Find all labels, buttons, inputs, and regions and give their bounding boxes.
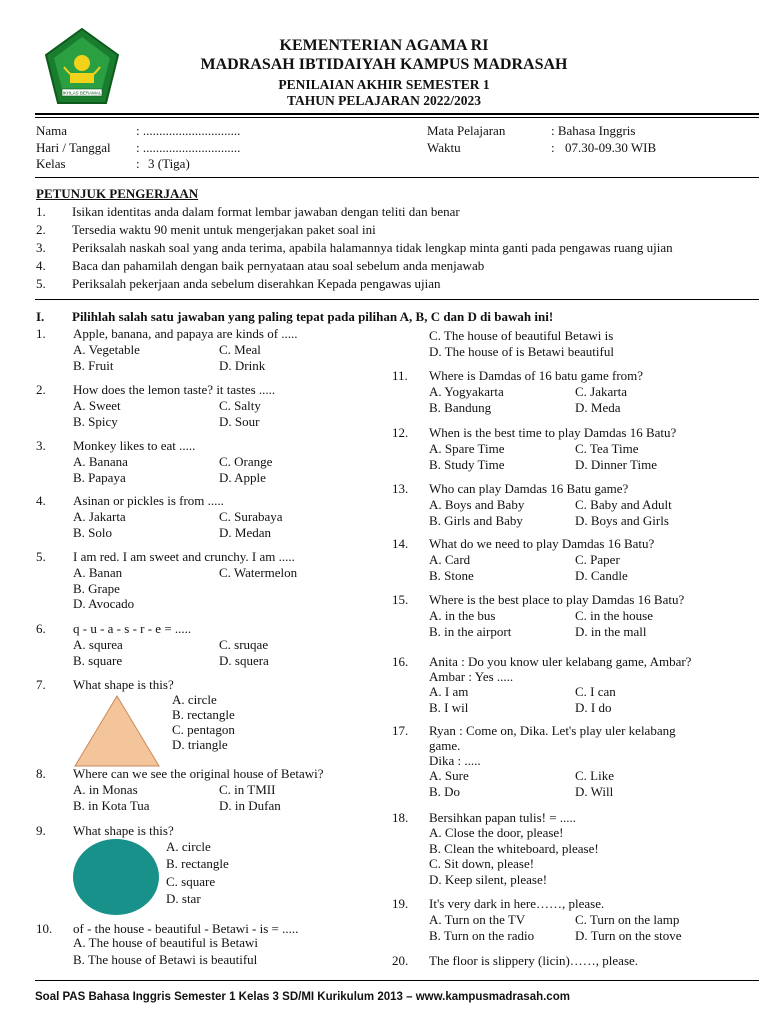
option-b[interactable]: B. Clean the whiteboard, please! <box>429 841 599 856</box>
option-b[interactable]: B. Fruit <box>73 358 114 373</box>
option-b[interactable]: B. Papaya <box>73 470 126 485</box>
option-a[interactable]: A. Boys and Baby <box>429 497 525 512</box>
question-text: q - u - a - s - r - e = ..... <box>73 621 192 636</box>
option-d[interactable]: D. Turn on the stove <box>575 928 682 943</box>
option-d[interactable]: D. squera <box>219 653 269 668</box>
option-c[interactable]: C. sruqae <box>219 637 269 652</box>
option-c[interactable]: C. Sit down, please! <box>429 856 535 871</box>
option-c[interactable]: C. in the house <box>575 608 653 623</box>
option-d[interactable]: D. Will <box>575 784 614 799</box>
option-d[interactable]: D. Drink <box>219 358 266 373</box>
question-number: 4. <box>36 493 46 508</box>
option-a[interactable]: A. in Monas <box>73 782 138 797</box>
option-d[interactable]: D. star <box>166 891 201 906</box>
option-b[interactable]: B. in the airport <box>429 624 512 639</box>
option-a[interactable]: A. Vegetable <box>73 342 140 357</box>
header-school: MADRASAH IBTIDAIYAH KAMPUS MADRASAH <box>200 56 568 73</box>
header-rule-top <box>35 113 759 115</box>
option-c[interactable]: C. Jakarta <box>575 384 627 399</box>
option-a[interactable]: A. in the bus <box>429 608 496 623</box>
option-a[interactable]: A. Turn on the TV <box>429 912 526 927</box>
question-number: 18. <box>392 810 409 825</box>
question-number: 15. <box>392 592 409 607</box>
option-d[interactable]: D. Avocado <box>73 596 135 611</box>
header-exam: PENILAIAN AKHIR SEMESTER 1 <box>278 77 490 92</box>
option-c[interactable]: C. square <box>166 874 216 889</box>
option-b[interactable]: B. Grape <box>73 581 120 596</box>
option-d[interactable]: D. The house of is Betawi beautiful <box>429 344 614 359</box>
kelas-value: 3 (Tiga) <box>148 156 190 171</box>
option-a[interactable]: A. Yogyakarta <box>429 384 504 399</box>
option-d[interactable]: D. I do <box>575 700 612 715</box>
option-c[interactable]: C. Salty <box>219 398 261 413</box>
option-d[interactable]: D. Dinner Time <box>575 457 657 472</box>
option-a[interactable]: A. Sweet <box>73 398 121 413</box>
option-c[interactable]: C. Turn on the lamp <box>575 912 680 927</box>
question-text: The floor is slippery (licin)……, please. <box>429 953 639 968</box>
instructions-rule <box>35 299 759 300</box>
question-number: 20. <box>392 953 409 968</box>
section-number: I. <box>36 309 45 324</box>
instruction-text: Baca dan pahamilah dengan baik pernyataan atau soal sebelum anda menjawab <box>72 258 485 273</box>
option-b[interactable]: B. Do <box>429 784 461 799</box>
instruction-text: Isikan identitas anda dalam format lembar jawaban dengan teliti dan benar <box>72 204 460 219</box>
question-text-line2: game. <box>429 738 461 753</box>
option-c[interactable]: C. Like <box>575 768 614 783</box>
option-b[interactable]: B. Turn on the radio <box>429 928 535 943</box>
option-d[interactable]: D. Keep silent, please! <box>429 872 548 887</box>
question-number: 11. <box>392 368 408 383</box>
question-text: Asinan or pickles is from ..... <box>73 493 224 508</box>
option-d[interactable]: D. Meda <box>575 400 621 415</box>
question-text: Monkey likes to eat ..... <box>73 438 196 453</box>
option-b[interactable]: B. Stone <box>429 568 474 583</box>
instructions-title: PETUNJUK PENGERJAAN <box>36 186 199 201</box>
waktu-colon: : <box>551 140 555 155</box>
option-c[interactable]: C. Baby and Adult <box>575 497 672 512</box>
question-text: Apple, banana, and papaya are kinds of ..... <box>73 326 298 341</box>
option-a[interactable]: A. Card <box>429 552 471 567</box>
option-b[interactable]: B. I wil <box>429 700 469 715</box>
option-b[interactable]: B. rectangle <box>166 856 229 871</box>
option-b[interactable]: B. The house of Betawi is beautiful <box>73 952 258 967</box>
question-text: Where is the best place to play Damdas 16 Batu? <box>429 592 685 607</box>
instruction-text: Periksalah pekerjaan anda sebelum diserahkan Kepada pengawas ujian <box>72 276 441 291</box>
question-text: What shape is this? <box>73 823 174 838</box>
instruction-text: Periksalah naskah soal yang anda terima, apabila halamannya tidak lengkap minta ganti pada pengawas ruang ujian <box>72 240 673 255</box>
option-b[interactable]: B. Bandung <box>429 400 492 415</box>
nama-label: Nama <box>36 123 68 138</box>
question-number: 9. <box>36 823 46 838</box>
question-number: 19. <box>392 896 409 911</box>
mapel-value: : Bahasa Inggris <box>551 123 636 138</box>
logo-banner-text: IKHLAS BERAMAL <box>62 90 102 96</box>
kelas-label: Kelas <box>36 156 66 171</box>
question-text: How does the lemon taste? it tastes ..... <box>73 382 276 397</box>
question-text: Where is Damdas of 16 batu game from? <box>429 368 644 383</box>
question-number: 1. <box>36 326 46 341</box>
instruction-number: 2. <box>36 222 46 237</box>
option-c[interactable]: C. Orange <box>219 454 273 469</box>
question-number: 12. <box>392 425 409 440</box>
option-c[interactable]: C. Watermelon <box>219 565 298 580</box>
option-a[interactable]: A. Sure <box>429 768 469 783</box>
footer-text: Soal PAS Bahasa Inggris Semester 1 Kelas 3 SD/MI Kurikulum 2013 – www.kampusmadrasah.com <box>35 991 570 1003</box>
option-b[interactable]: B. rectangle <box>172 707 235 722</box>
waktu-value: 07.30-09.30 WIB <box>565 140 657 155</box>
option-d[interactable]: D. in the mall <box>575 624 647 639</box>
hari-field[interactable]: : .............................. <box>136 140 241 155</box>
option-d[interactable]: D. Candle <box>575 568 628 583</box>
option-c[interactable]: C. pentagon <box>172 722 235 737</box>
option-d[interactable]: D. Apple <box>219 470 266 485</box>
option-a[interactable]: A. Banana <box>73 454 128 469</box>
question-number: 2. <box>36 382 46 397</box>
question-text: Ryan : Come on, Dika. Let's play uler kelabang <box>429 723 676 738</box>
waktu-label: Waktu <box>427 140 461 155</box>
question-number: 8. <box>36 766 46 781</box>
triangle-shape-icon <box>73 694 161 768</box>
option-d[interactable]: D. in Dufan <box>219 798 281 813</box>
question-number: 7. <box>36 677 46 692</box>
option-b[interactable]: B. square <box>73 653 123 668</box>
option-b[interactable]: B. Study Time <box>429 457 505 472</box>
question-text: It's very dark in here……, please. <box>429 896 605 911</box>
option-a[interactable]: A. circle <box>172 692 217 707</box>
question-text: When is the best time to play Damdas 16 Batu? <box>429 425 677 440</box>
instruction-number: 3. <box>36 240 46 255</box>
header-rule-bottom <box>35 117 759 118</box>
question-number: 6. <box>36 621 46 636</box>
question-text: of - the house - beautiful - Betawi - is = ..... <box>73 921 299 936</box>
option-b[interactable]: B. in Kota Tua <box>73 798 150 813</box>
instruction-number: 5. <box>36 276 46 291</box>
question-text-line2: Ambar : Yes ..... <box>429 669 514 684</box>
option-d[interactable]: D. triangle <box>172 737 228 752</box>
question-text: I am red. I am sweet and crunchy. I am ..... <box>73 549 295 564</box>
option-a[interactable]: A. squrea <box>73 637 123 652</box>
question-number: 10. <box>36 921 53 936</box>
mapel-label: Mata Pelajaran <box>427 123 506 138</box>
option-c[interactable]: C. I can <box>575 684 616 699</box>
option-d[interactable]: D. Medan <box>219 525 271 540</box>
option-b[interactable]: B. Solo <box>73 525 113 540</box>
section-title: Pilihlah salah satu jawaban yang paling tepat pada pilihan A, B, C dan D di bawah ini! <box>72 309 554 324</box>
option-b[interactable]: B. Girls and Baby <box>429 513 523 528</box>
kelas-colon: : <box>136 156 140 171</box>
question-text: Who can play Damdas 16 Batu game? <box>429 481 629 496</box>
question-text: Where can we see the original house of Betawi? <box>73 766 324 781</box>
question-text-line3: Dika : ..... <box>429 753 481 768</box>
header-ministry: KEMENTERIAN AGAMA RI <box>279 37 489 54</box>
nama-field[interactable]: : .............................. <box>136 123 241 138</box>
option-a[interactable]: A. The house of beautiful is Betawi <box>73 935 258 950</box>
question-number: 3. <box>36 438 46 453</box>
instruction-text: Tersedia waktu 90 menit untuk mengerjakan paket soal ini <box>72 222 376 237</box>
option-c[interactable]: C. Meal <box>219 342 261 357</box>
question-number: 13. <box>392 481 409 496</box>
option-c[interactable]: C. Paper <box>575 552 620 567</box>
option-c[interactable]: C. in TMII <box>219 782 276 797</box>
footer-rule <box>35 980 759 981</box>
option-a[interactable]: A. Close the door, please! <box>429 825 564 840</box>
question-text: Bersihkan papan tulis! = ..... <box>429 810 577 825</box>
question-text: What shape is this? <box>73 677 174 692</box>
option-d[interactable]: D. Boys and Girls <box>575 513 669 528</box>
identity-rule <box>35 177 759 178</box>
question-text: What do we need to play Damdas 16 Batu? <box>429 536 655 551</box>
option-c[interactable]: C. Surabaya <box>219 509 283 524</box>
option-a[interactable]: A. Banan <box>73 565 123 580</box>
question-number: 5. <box>36 549 46 564</box>
option-a[interactable]: A. circle <box>166 839 211 854</box>
question-number: 14. <box>392 536 409 551</box>
hari-label: Hari / Tanggal <box>36 140 111 155</box>
header-year: TAHUN PELAJARAN 2022/2023 <box>286 93 481 108</box>
question-number: 16. <box>392 654 409 669</box>
question-text: Anita : Do you know uler kelabang game, Ambar? <box>429 654 692 669</box>
option-c[interactable]: C. Tea Time <box>575 441 639 456</box>
option-d[interactable]: D. Sour <box>219 414 260 429</box>
option-a[interactable]: A. Spare Time <box>429 441 505 456</box>
option-c[interactable]: C. The house of beautiful Betawi is <box>429 328 614 343</box>
option-b[interactable]: B. Spicy <box>73 414 118 429</box>
option-a[interactable]: A. I am <box>429 684 469 699</box>
question-number: 17. <box>392 723 409 738</box>
circle-shape-icon <box>73 839 159 915</box>
option-a[interactable]: A. Jakarta <box>73 509 126 524</box>
instruction-number: 1. <box>36 204 46 219</box>
instruction-number: 4. <box>36 258 46 273</box>
